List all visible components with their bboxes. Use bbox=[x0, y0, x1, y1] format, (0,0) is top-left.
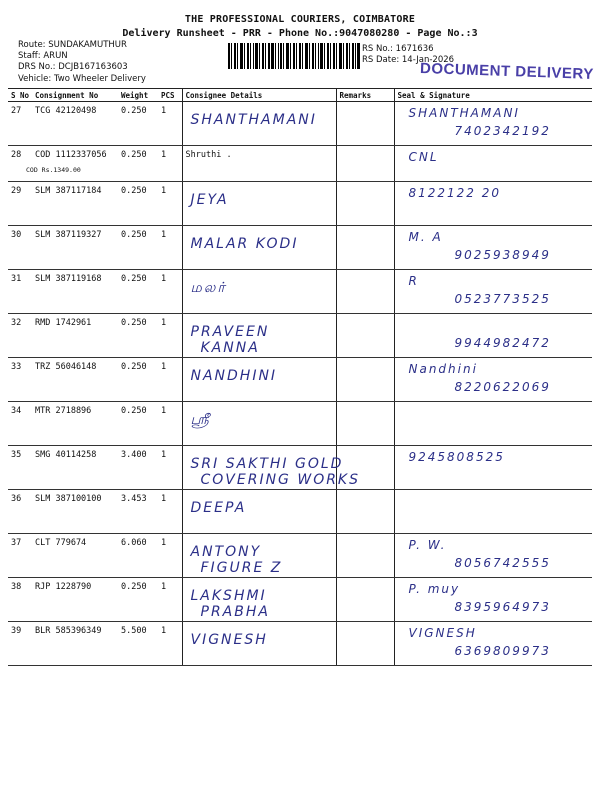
row-consignment-no: SMG 40114258 bbox=[32, 446, 118, 490]
row-consignment-no: BLR 585396349 bbox=[32, 622, 118, 666]
barcode-icon bbox=[228, 43, 360, 69]
row-pcs: 1 bbox=[158, 226, 182, 270]
row-weight: 3.400 bbox=[118, 446, 158, 490]
row-signature bbox=[394, 358, 592, 402]
row-signature bbox=[394, 578, 592, 622]
row-sno: 30 bbox=[8, 226, 32, 270]
signature-handwriting: CNL bbox=[408, 150, 439, 164]
row-signature bbox=[394, 534, 592, 578]
signature-handwriting: P. W. bbox=[408, 538, 447, 552]
row-sno: 31 bbox=[8, 270, 32, 314]
signature-handwriting: SHANTHAMANI bbox=[408, 106, 520, 120]
row-consignee bbox=[182, 490, 336, 534]
runsheet-table bbox=[8, 88, 592, 666]
row-sno: 27 bbox=[8, 102, 32, 146]
row-pcs: 1 bbox=[158, 146, 182, 182]
cod-note: COD Rs.1349.00 bbox=[26, 166, 81, 174]
row-signature bbox=[394, 446, 592, 490]
consignee-handwriting-line2: FIGURE Z bbox=[200, 560, 283, 576]
row-signature bbox=[394, 402, 592, 446]
consignee-handwriting-line2: COVERING WORKS bbox=[200, 472, 361, 488]
table-row bbox=[8, 446, 592, 490]
row-remarks bbox=[336, 534, 394, 578]
table-row bbox=[8, 490, 592, 534]
table-row bbox=[8, 102, 592, 146]
signature-phone: 9025938949 bbox=[454, 248, 551, 262]
table-row bbox=[8, 578, 592, 622]
col-header-sno: S No bbox=[8, 89, 32, 102]
vehicle-label: Vehicle: Two Wheeler Delivery bbox=[18, 74, 146, 84]
consignee-handwriting: ANTONY bbox=[190, 544, 262, 560]
row-sno: 29 bbox=[8, 182, 32, 226]
row-weight: 0.250 bbox=[118, 314, 158, 358]
route-label: Route: SUNDAKAMUTHUR bbox=[18, 40, 127, 50]
signature-handwriting: P. muy bbox=[408, 582, 461, 596]
row-consignment-no: TCG 42120498 bbox=[32, 102, 118, 146]
col-header-consignment: Consignment No bbox=[32, 89, 118, 102]
row-pcs: 1 bbox=[158, 182, 182, 226]
row-weight: 0.250 bbox=[118, 270, 158, 314]
document-delivery-stamp: DOCUMENT DELIVERY bbox=[419, 59, 595, 84]
consignee-handwriting: JEYA bbox=[190, 192, 229, 208]
row-sno: 38 bbox=[8, 578, 32, 622]
row-pcs: 1 bbox=[158, 534, 182, 578]
row-weight: 0.250 bbox=[118, 226, 158, 270]
col-header-consignee: Consignee Details bbox=[182, 89, 336, 102]
row-remarks bbox=[336, 446, 394, 490]
consignee-handwriting: மலர் bbox=[190, 280, 227, 296]
row-consignment-no: SLM 387117184 bbox=[32, 182, 118, 226]
row-consignee bbox=[182, 358, 336, 402]
col-header-signature: Seal & Signature bbox=[394, 89, 592, 102]
row-signature bbox=[394, 146, 592, 182]
signature-handwriting: Nandhini bbox=[408, 362, 478, 376]
consignee-handwriting: MALAR KODI bbox=[190, 236, 299, 252]
row-weight: 0.250 bbox=[118, 358, 158, 402]
row-sno: 33 bbox=[8, 358, 32, 402]
row-remarks bbox=[336, 358, 394, 402]
row-pcs: 1 bbox=[158, 622, 182, 666]
signature-phone: 0523773525 bbox=[454, 292, 551, 306]
row-sno: 34 bbox=[8, 402, 32, 446]
row-signature bbox=[394, 226, 592, 270]
row-sno: 39 bbox=[8, 622, 32, 666]
row-consignment-no: RMD 1742961 bbox=[32, 314, 118, 358]
row-weight: 0.250 bbox=[118, 102, 158, 146]
row-consignment-no: SLM 387119327 bbox=[32, 226, 118, 270]
consignee-handwriting-line2: KANNA bbox=[200, 340, 260, 356]
row-remarks bbox=[336, 314, 394, 358]
row-sno: 35 bbox=[8, 446, 32, 490]
table-row bbox=[8, 314, 592, 358]
col-header-pcs: PCS bbox=[158, 89, 182, 102]
row-consignee bbox=[182, 402, 336, 446]
table-row bbox=[8, 534, 592, 578]
row-pcs: 1 bbox=[158, 402, 182, 446]
row-remarks bbox=[336, 182, 394, 226]
consignee-handwriting: NANDHINI bbox=[190, 368, 278, 384]
consignee-handwriting: DEEPA bbox=[190, 500, 247, 516]
row-weight: 0.250 bbox=[118, 402, 158, 446]
row-consignee bbox=[182, 578, 336, 622]
page-subtitle: Delivery Runsheet - PRR - Phone No.:9047080280 - Page No.:3 bbox=[122, 28, 478, 39]
page-title: THE PROFESSIONAL COURIERS, COIMBATORE bbox=[184, 14, 416, 25]
row-remarks bbox=[336, 402, 394, 446]
row-weight: 5.500 bbox=[118, 622, 158, 666]
row-consignee bbox=[182, 314, 336, 358]
table-row bbox=[8, 622, 592, 666]
row-consignment-no: CLT 779674 bbox=[32, 534, 118, 578]
row-pcs: 1 bbox=[158, 490, 182, 534]
row-consignee: Shruthi . bbox=[182, 146, 336, 182]
signature-phone: 8056742555 bbox=[454, 556, 551, 570]
row-remarks bbox=[336, 490, 394, 534]
row-consignment-no: SLM 387100100 bbox=[32, 490, 118, 534]
row-consignee bbox=[182, 226, 336, 270]
row-consignment-no: MTR 2718896 bbox=[32, 402, 118, 446]
row-sno: 37 bbox=[8, 534, 32, 578]
row-consignee bbox=[182, 622, 336, 666]
row-remarks bbox=[336, 226, 394, 270]
drs-label: DRS No.: DCJB167163603 bbox=[18, 62, 128, 72]
signature-phone: 6369809973 bbox=[454, 644, 551, 658]
signature-handwriting: 8122122 20 bbox=[408, 186, 502, 200]
row-consignment-no: COD 1112337056 bbox=[32, 146, 118, 182]
signature-handwriting: 9245808525 bbox=[408, 450, 505, 464]
row-pcs: 1 bbox=[158, 578, 182, 622]
row-signature bbox=[394, 182, 592, 226]
table-row bbox=[8, 358, 592, 402]
row-pcs: 1 bbox=[158, 358, 182, 402]
row-weight: 0.250 bbox=[118, 146, 158, 182]
row-consignee bbox=[182, 534, 336, 578]
consignee-handwriting: LAKSHMI bbox=[190, 588, 267, 604]
signature-phone: 9944982472 bbox=[454, 336, 551, 350]
consignee-handwriting: ஸ்ரீ bbox=[190, 412, 211, 428]
table-row bbox=[8, 226, 592, 270]
signature-handwriting: VIGNESH bbox=[408, 626, 477, 640]
col-header-weight: Weight bbox=[118, 89, 158, 102]
row-consignee bbox=[182, 270, 336, 314]
signature-handwriting: M. A bbox=[408, 230, 443, 244]
row-pcs: 1 bbox=[158, 314, 182, 358]
table-row bbox=[8, 146, 592, 182]
signature-handwriting: R bbox=[408, 274, 419, 288]
row-remarks bbox=[336, 622, 394, 666]
staff-label: Staff: ARUN bbox=[18, 51, 68, 61]
row-sno: 32 bbox=[8, 314, 32, 358]
rs-number: RS No.: 1671636 bbox=[362, 44, 434, 54]
row-consignee bbox=[182, 102, 336, 146]
row-remarks bbox=[336, 270, 394, 314]
signature-phone: 8220622069 bbox=[454, 380, 551, 394]
table-row bbox=[8, 182, 592, 226]
consignee-handwriting: SHANTHAMANI bbox=[190, 112, 317, 128]
col-header-remarks: Remarks bbox=[336, 89, 394, 102]
row-pcs: 1 bbox=[158, 102, 182, 146]
row-pcs: 1 bbox=[158, 270, 182, 314]
row-sno: 36 bbox=[8, 490, 32, 534]
row-signature bbox=[394, 102, 592, 146]
row-signature bbox=[394, 622, 592, 666]
signature-phone: 8395964973 bbox=[454, 600, 551, 614]
row-consignee bbox=[182, 182, 336, 226]
consignee-handwriting: VIGNESH bbox=[190, 632, 268, 648]
row-signature bbox=[394, 490, 592, 534]
row-consignment-no: RJP 1228790 bbox=[32, 578, 118, 622]
row-signature bbox=[394, 314, 592, 358]
rs-date: RS Date: 14-Jan-2026 bbox=[362, 55, 455, 65]
row-consignment-no: TRZ 56046148 bbox=[32, 358, 118, 402]
row-weight: 3.453 bbox=[118, 490, 158, 534]
consignee-handwriting: PRAVEEN bbox=[190, 324, 270, 340]
consignee-handwriting: SRI SAKTHI GOLD bbox=[190, 456, 344, 472]
consignee-handwriting-line2: PRABHA bbox=[200, 604, 270, 620]
row-remarks bbox=[336, 578, 394, 622]
signature-phone: 7402342192 bbox=[454, 124, 551, 138]
row-sno: 28 bbox=[8, 146, 32, 182]
row-consignment-no: SLM 387119168 bbox=[32, 270, 118, 314]
table-row bbox=[8, 402, 592, 446]
row-signature bbox=[394, 270, 592, 314]
row-remarks bbox=[336, 102, 394, 146]
row-consignee bbox=[182, 446, 361, 490]
row-weight: 6.060 bbox=[118, 534, 158, 578]
row-weight: 0.250 bbox=[118, 578, 158, 622]
row-pcs: 1 bbox=[158, 446, 182, 490]
table-row bbox=[8, 270, 592, 314]
row-weight: 0.250 bbox=[118, 182, 158, 226]
row-remarks bbox=[336, 146, 394, 182]
